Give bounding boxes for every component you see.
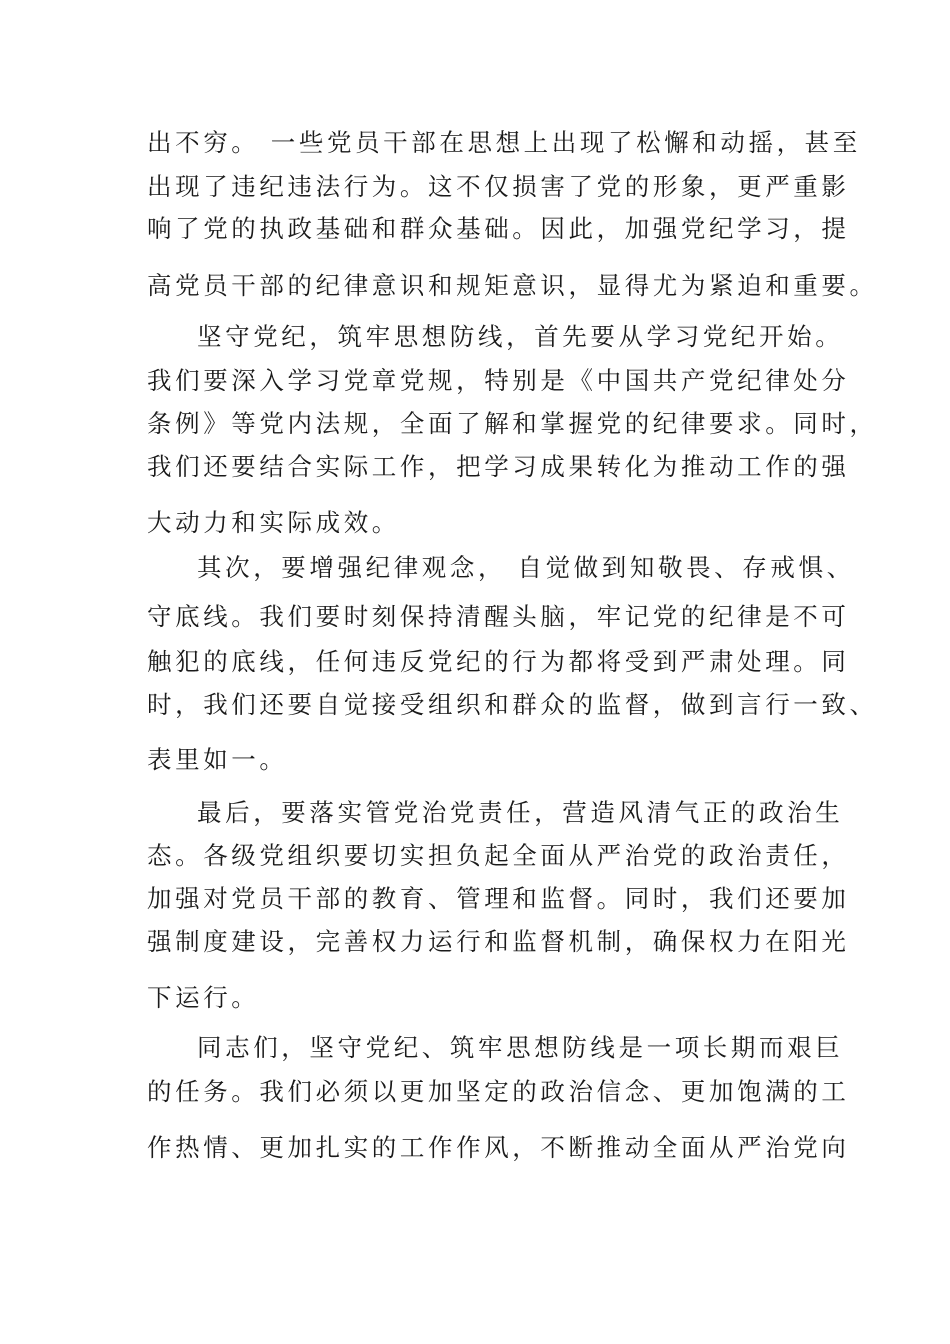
text-line: 表里如一。 <box>147 745 288 774</box>
text-line: 加强对党员干部的教育、管理和监督。同时，我们还要加 <box>147 884 850 913</box>
text-line: 作热情、更加扎实的工作作风，不断推动全面从严治党向 <box>147 1133 850 1162</box>
text-line: 大动力和实际成效。 <box>147 508 400 537</box>
text-line: 时，我们还要自觉接受组织和群众的监督，做到言行一致、 <box>147 690 878 719</box>
text-line: 出不穷。 一些党员干部在思想上出现了松懈和动摇，甚至 <box>147 128 861 157</box>
text-line: 态。各级党组织要切实担负起全面从严治党的政治责任， <box>147 841 850 870</box>
text-line: 我们要深入学习党章党规，特别是《中国共产党纪律处分 <box>147 366 850 395</box>
text-line: 其次，要增强纪律观念， 自觉做到知敬畏、存戒惧、 <box>197 553 855 582</box>
text-line: 响了党的执政基础和群众基础。因此，加强党纪学习，提 <box>147 214 850 243</box>
text-line: 坚守党纪，筑牢思想防线，首先要从学习党纪开始。 <box>197 322 844 351</box>
text-line: 最后，要落实管党治党责任，营造风清气正的政治生 <box>197 798 844 827</box>
text-line: 同志们，坚守党纪、筑牢思想防线是一项长期而艰巨 <box>197 1033 844 1062</box>
text-line: 出现了违纪违法行为。这不仅损害了党的形象，更严重影 <box>147 172 850 201</box>
text-line: 我们还要结合实际工作，把学习成果转化为推动工作的强 <box>147 452 850 481</box>
text-line: 条例》等党内法规，全面了解和掌握党的纪律要求。同时， <box>147 409 878 438</box>
text-line: 的任务。我们必须以更加坚定的政治信念、更加饱满的工 <box>147 1077 850 1106</box>
text-line: 触犯的底线，任何违反党纪的行为都将受到严肃处理。同 <box>147 647 850 676</box>
text-line: 强制度建设，完善权力运行和监督机制，确保权力在阳光 <box>147 927 850 956</box>
text-line: 高党员干部的纪律意识和规矩意识，显得尤为紧迫和重要。 <box>147 271 878 300</box>
text-line: 守底线。我们要时刻保持清醒头脑，牢记党的纪律是不可 <box>147 602 850 631</box>
text-line: 下运行。 <box>147 983 260 1012</box>
